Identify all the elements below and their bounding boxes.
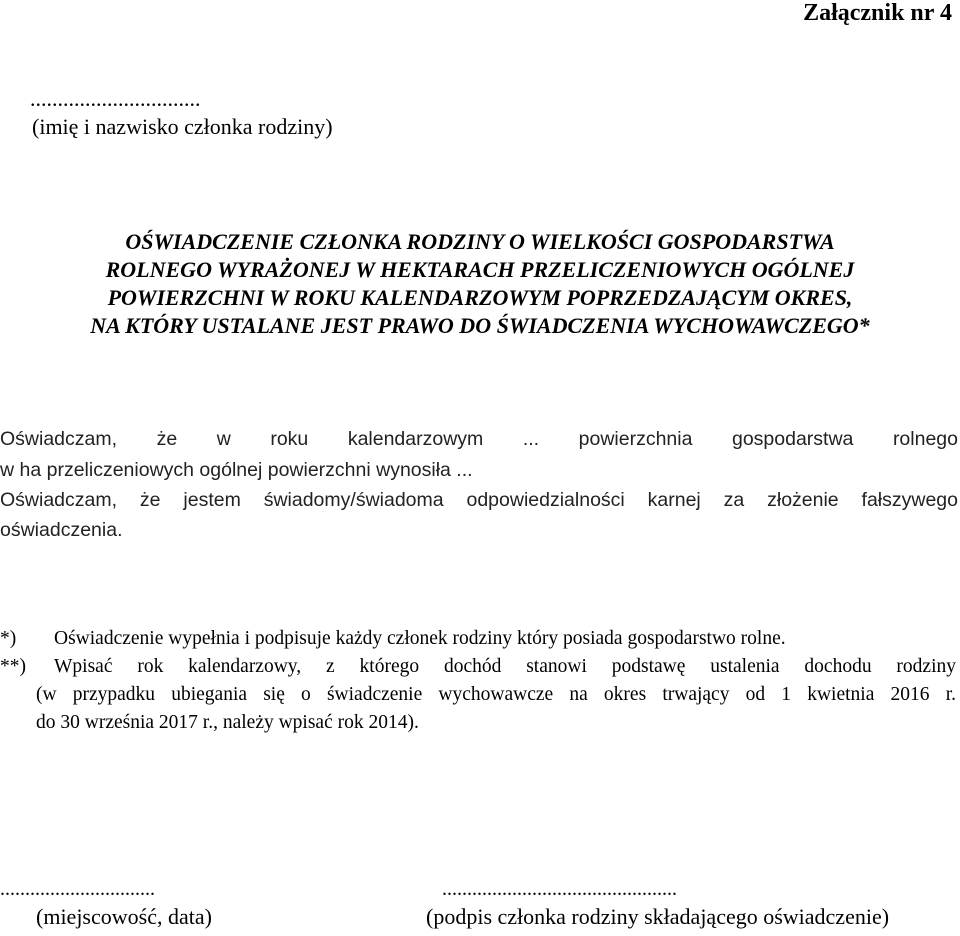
place-date-label: (miejscowość, data)	[36, 904, 212, 929]
name-label: (imię i nazwisko członka rodziny)	[32, 114, 333, 139]
place-date-fill-line: ...............................	[0, 878, 155, 900]
title-line-1: OŚWIADCZENIE CZŁONKA RODZINY O WIELKOŚCI GOSPODARSTWA	[125, 229, 835, 254]
declaration-line-2: w ha przeliczeniowych ogólnej powierzchni wynosiła ...	[0, 459, 473, 481]
footnote-2-mark: **)	[0, 656, 26, 677]
footnote-2-line-2: (w przypadku ubiegania się o świadczenie wychowawcze na okres trwający od 1 kwietnia 2016 r.	[36, 684, 956, 705]
name-fill-line: ...............................	[30, 86, 201, 111]
document-title	[0, 228, 960, 340]
signature-label: (podpis członka rodziny składającego oświadczenie)	[426, 904, 890, 929]
title-line-4: NA KTÓRY USTALANE JEST PRAWO DO ŚWIADCZENIA WYCHOWAWCZEGO*	[90, 313, 870, 338]
signature-fill-line: ...............................................	[442, 878, 677, 900]
footnote-1-mark: *)	[0, 628, 17, 649]
footnote-2-line-1: Wpisać rok kalendarzowy, z którego dochód stanowi podstawę ustalenia dochodu rodziny	[54, 656, 956, 677]
declaration-line-1: Oświadczam, że w roku kalendarzowym ... powierzchnia gospodarstwa rolnego	[0, 428, 958, 450]
title-line-2: ROLNEGO WYRAŻONEJ W HEKTARACH PRZELICZENIOWYCH OGÓLNEJ	[105, 257, 855, 282]
footnote-1-text: Oświadczenie wypełnia i podpisuje każdy członek rodziny który posiada gospodarstwo rolne.	[54, 628, 786, 649]
declaration-line-3: Oświadczam, że jestem świadomy/świadoma odpowiedzialności karnej za złożenie fałszywego	[0, 489, 958, 511]
title-line-3: POWIERZCHNI W ROKU KALENDARZOWYM POPRZEDZAJĄCYM OKRES,	[107, 285, 853, 310]
annex-number: Załącznik nr 4	[803, 0, 952, 26]
footnote-2-line-3: do 30 września 2017 r., należy wpisać rok 2014).	[36, 712, 419, 733]
declaration-line-4: oświadczenia.	[0, 519, 123, 541]
